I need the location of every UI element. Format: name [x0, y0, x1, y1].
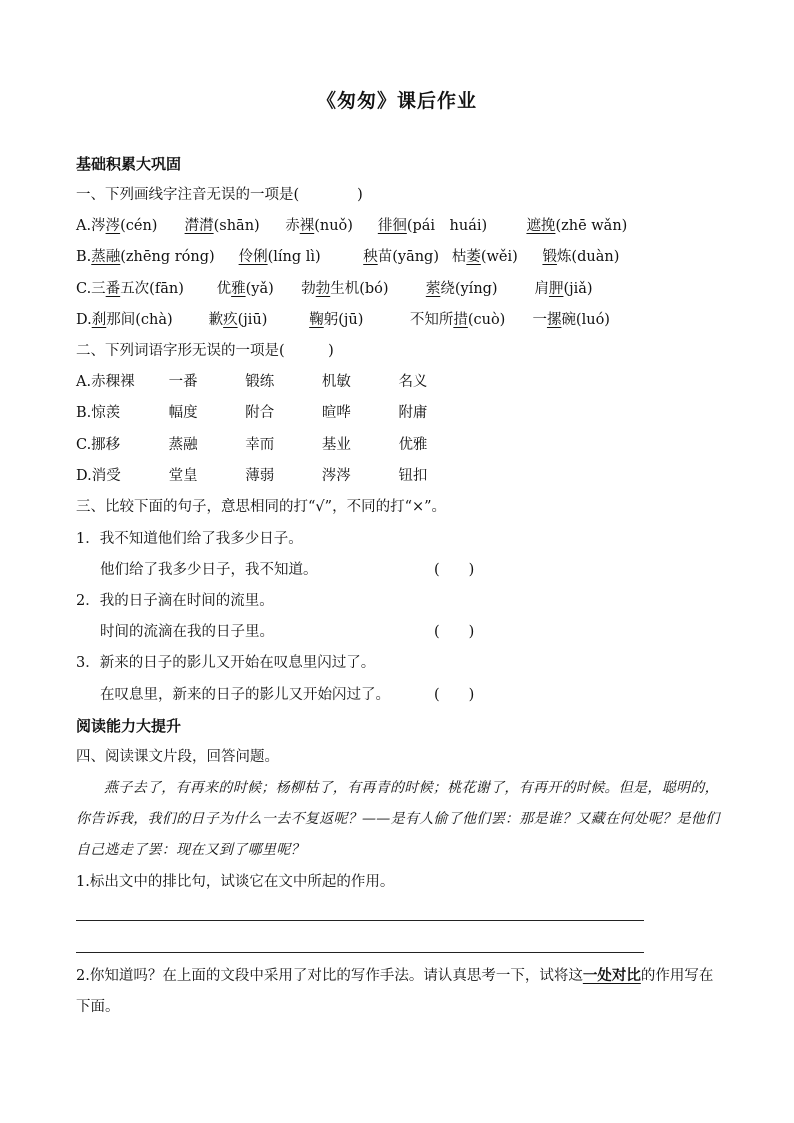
- word-cell: 幅度: [168, 405, 198, 421]
- word-cell: 钮扣: [398, 468, 428, 484]
- word-cell: 优雅: [398, 437, 428, 453]
- question-3-item-2-b: 时间的流滴在我的日子里。: [100, 624, 274, 640]
- option-item: 潸潸(shān): [184, 218, 260, 234]
- option-item: 伶俐(líng lì): [238, 249, 321, 265]
- word-cell: 附庸: [398, 405, 428, 421]
- word-cell: 基业: [321, 437, 351, 453]
- option-item: 锻炼(duàn): [542, 249, 620, 265]
- question-2-option-c: [76, 435, 427, 455]
- question-2-option-d: [76, 466, 427, 486]
- word-cell: 薄弱: [245, 468, 275, 484]
- question-3-item-3-a: 3．新来的日子的影儿又开始在叹息里闪过了。: [76, 655, 376, 671]
- word-cell: D.消受: [76, 468, 121, 484]
- word-cell: 暄哗: [321, 405, 351, 421]
- question-4-sub-1: 1.标出文中的排比句，试谈它在文中所起的作用。: [76, 874, 395, 890]
- page-title: 《匆匆》课后作业: [316, 90, 477, 112]
- option-item: 萦绕(yíng): [425, 281, 498, 297]
- option-item: 鞠躬(jū): [309, 312, 364, 328]
- option-item: 赤裸(nuǒ): [285, 218, 353, 234]
- word-cell: 机敏: [321, 374, 351, 390]
- word-cell: C.挪移: [76, 437, 121, 453]
- option-item: 徘徊(pái huái): [377, 218, 488, 234]
- option-item: 一摞碗(luó): [532, 312, 610, 328]
- answer-blank[interactable]: ( ): [434, 687, 475, 703]
- emphasis-text: 一处对比: [582, 967, 641, 984]
- word-cell: 锻练: [245, 374, 275, 390]
- question-1-option-b: [76, 247, 619, 267]
- option-item: B.蒸融(zhēng róng): [76, 249, 215, 265]
- question-1-option-d: [76, 310, 610, 330]
- answer-blank[interactable]: ( ): [434, 562, 475, 578]
- option-item: 勃勃生机(bó): [301, 281, 389, 297]
- answer-blank[interactable]: ( ): [434, 624, 475, 640]
- word-cell: 涔涔: [321, 468, 351, 484]
- word-cell: 名义: [398, 374, 428, 390]
- answer-line[interactable]: [76, 920, 644, 921]
- option-item: 歉疚(jiū): [208, 312, 268, 328]
- word-cell: A.赤稞裸: [76, 374, 135, 390]
- question-3-item-1-a: 1．我不知道他们给了我多少日子。: [76, 531, 303, 547]
- word-cell: 幸而: [245, 437, 275, 453]
- question-1-stem: 一、下列画线字注音无误的一项是( ): [76, 187, 363, 203]
- option-item: 遮挽(zhē wǎn): [526, 218, 628, 234]
- option-item: 优雅(yǎ): [216, 281, 274, 297]
- option-item: A.涔涔(cén): [76, 218, 158, 234]
- word-cell: 一番: [168, 374, 198, 390]
- option-item: D.刹那间(chà): [76, 312, 173, 328]
- question-3-stem: 三、比较下面的句子，意思相同的打“√”，不同的打“×”。: [76, 499, 447, 515]
- section-heading-reading: 阅读能力大提升: [76, 717, 182, 735]
- word-cell: B.惊羡: [76, 405, 121, 421]
- reading-passage: 燕子去了，有再来的时候；杨柳枯了，有再青的时候；桃花谢了，有再开的时候。但是，聪明的，你告诉我，我们的日子为什么一去不复返呢？——是有人偷了他们罢：那是谁？又藏在何处呢？是他们自己逃走了罢：现在又到了哪里呢？: [76, 780, 720, 858]
- question-3-item-2-a: 2．我的日子滴在时间的流里。: [76, 593, 274, 609]
- option-item: C.三番五次(fān): [76, 281, 184, 297]
- word-cell: 附合: [245, 405, 275, 421]
- question-3-item-1-b: 他们给了我多少日子，我不知道。: [100, 562, 318, 578]
- question-4-sub-2: 2.你知道吗？在上面的文段中采用了对比的写作手法。请认真思考一下，试将这一处对比的作用写在下面。: [76, 967, 714, 1015]
- option-item: 秧苗(yāng): [363, 249, 439, 265]
- question-4-stem: 四、阅读课文片段，回答问题。: [76, 749, 279, 765]
- section-heading-basics: 基础积累大巩固: [76, 155, 182, 173]
- question-1-option-c: [76, 279, 593, 299]
- question-1-option-a: [76, 216, 627, 236]
- word-cell: 堂皇: [168, 468, 198, 484]
- option-item: 不知所措(cuò): [409, 312, 506, 328]
- question-2-option-a: [76, 372, 427, 392]
- question-3-item-3-b: 在叹息里，新来的日子的影儿又开始闪过了。: [100, 687, 390, 703]
- word-cell: 蒸融: [168, 437, 198, 453]
- option-item: 枯萎(wěi): [451, 249, 518, 265]
- question-2-stem: 二、下列词语字形无误的一项是( ): [76, 343, 334, 359]
- option-item: 肩胛(jiǎ): [534, 281, 593, 297]
- question-2-option-b: [76, 403, 427, 423]
- answer-line[interactable]: [76, 952, 644, 953]
